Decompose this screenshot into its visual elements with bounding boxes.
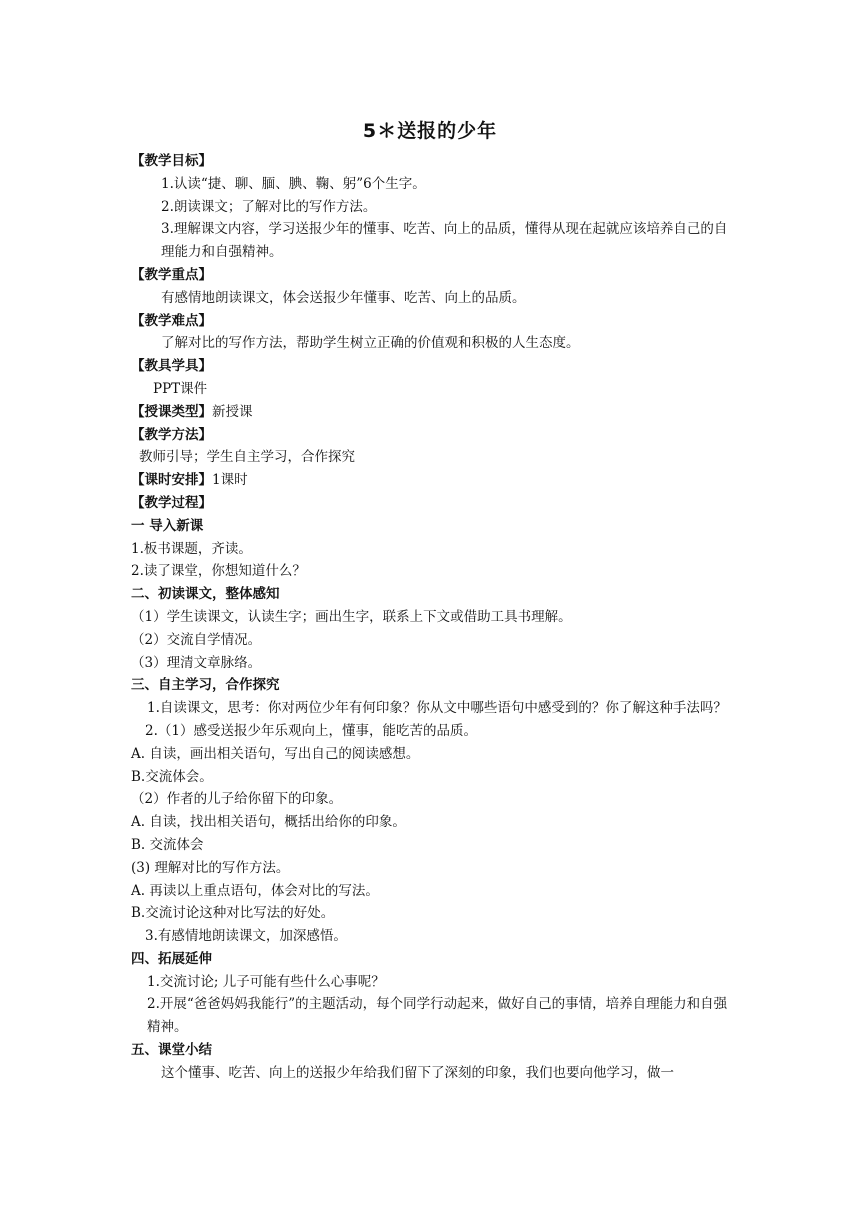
text-line: 2.朗读课文；了解对比的写作方法。 [161,198,377,215]
section-heading: 【教具学具】 [131,358,212,375]
text-line: (3) 理解对比的写作方法。 [131,859,290,876]
text-line: 1.认读“捷、聊、腼、腆、鞠、躬”6个生字。 [161,175,426,192]
section-heading: 【教学方法】 [131,426,212,443]
section-heading: 【课时安排】 [131,472,212,489]
text-line: （2）交流自学情况。 [131,631,262,648]
section-heading: 五、课堂小结 [131,1042,212,1059]
section-heading: 三、自主学习，合作探究 [131,677,280,694]
document-title: 5＊送报的少年 [362,120,498,142]
section-heading: 【授课类型】 [131,403,212,420]
text-line: 2.读了课堂，你想知道什么？ [131,563,306,580]
document-body [131,150,731,1085]
text-line: 2.（1）感受送报少年乐观向上，懂事，能吃苦的品质。 [145,722,477,739]
text-line: 1.板书课题，齐读。 [131,540,252,557]
text-line: 3.理解课文内容，学习送报少年的懂事、吃苦、向上的品质，懂得从现在起就应该培养自己的自理能力和自强精神。 [161,221,728,261]
section-value: 1课时 [212,472,248,489]
text-line [131,401,731,424]
text-line: 2.开展“爸爸妈妈我能行”的主题活动，每个同学行动起来，做好自己的事情，培养自理能力和自强精神。 [147,996,728,1036]
section-heading: 【教学过程】 [131,494,212,511]
text-line: 1.自读课文，思考：你对两位少年有何印象？你从文中哪些语句中感受到的？你了解这种手法吗？ [147,700,727,717]
text-line: A. 再读以上重点语句，体会对比的写法。 [131,882,379,899]
section-heading: 【教学难点】 [131,312,212,329]
section-heading: 【教学目标】 [131,153,212,169]
text-line: A. 自读，找出相关语句，概括出给你的印象。 [131,814,406,831]
section-heading: 二、初读课文，整体感知 [131,586,280,603]
text-line: 有感情地朗读课文，体会送报少年懂事、吃苦、向上的品质。 [161,289,526,306]
text-line: （1）学生读课文，认读生字；画出生字，联系上下文或借助工具书理解。 [131,608,572,625]
section-heading: 一 导入新课 [131,517,204,534]
text-line: 教师引导；学生自主学习，合作探究 [139,449,355,466]
text-line: B.交流讨论这种对比写法的好处。 [131,905,335,922]
text-line: PPT课件 [153,380,208,397]
text-line: 了解对比的写作方法，帮助学生树立正确的价值观和积极的人生态度。 [161,335,580,352]
text-line: 1.交流讨论; 儿子可能有些什么心事呢？ [147,973,385,990]
section-heading: 【教学重点】 [131,266,212,283]
text-line: B. 交流体会 [131,836,204,853]
section-value: 新授课 [212,403,253,420]
text-line: 3.有感情地朗读课文，加深感悟。 [145,928,347,945]
text-line [131,469,731,492]
text-line: 这个懂事、吃苦、向上的送报少年给我们留下了深刻的印象，我们也要向他学习，做一 [161,1064,674,1081]
text-line: （3）理清文章脉络。 [131,654,262,671]
text-line: （2）作者的儿子给你留下的印象。 [131,791,343,808]
text-line: B.交流体会。 [131,768,213,785]
section-heading: 四、拓展延伸 [131,950,212,967]
text-line: A. 自读，画出相关语句，写出自己的阅读感想。 [131,745,420,762]
